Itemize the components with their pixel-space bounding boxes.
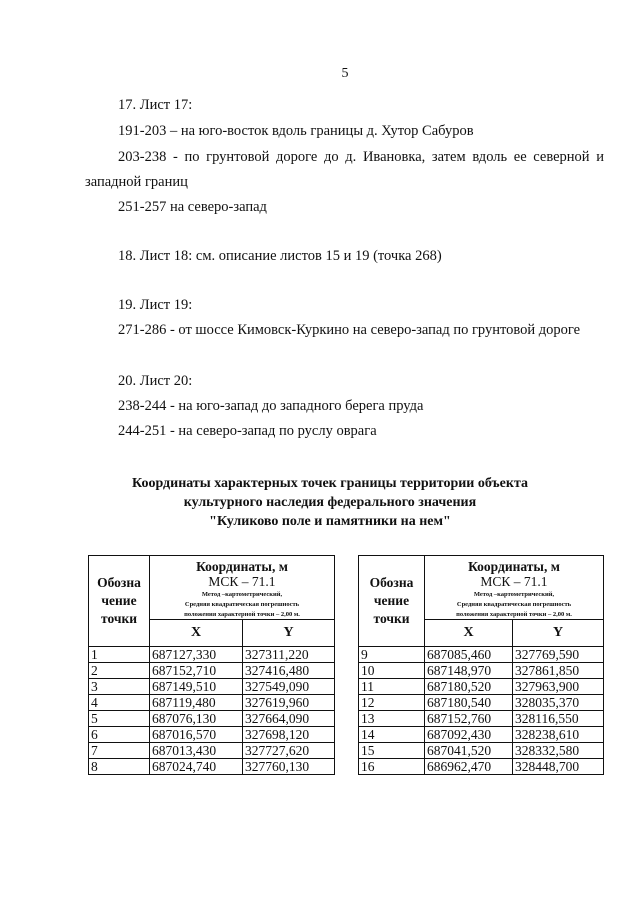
- y-value: 327311,220: [243, 647, 335, 663]
- table-row: [359, 759, 604, 775]
- table-row: [359, 663, 604, 679]
- table-title: [100, 474, 560, 531]
- table-row: [359, 711, 604, 727]
- y-value: 327549,090: [243, 679, 335, 695]
- y-value: 328035,370: [513, 695, 604, 711]
- x-value: 687148,970: [425, 663, 513, 679]
- section-line: западной границ: [85, 174, 188, 190]
- coords-error: Средняя квадратическая погрешность: [456, 601, 572, 608]
- point-label-header: Обозна чение точки: [359, 556, 425, 647]
- coords-title: Координаты, м: [468, 559, 560, 574]
- coordinates-table-left: [88, 555, 335, 775]
- y-value: 327963,900: [513, 679, 604, 695]
- table-row: [359, 695, 604, 711]
- y-value: 327760,130: [243, 759, 335, 775]
- point-number: 15: [359, 743, 425, 759]
- coords-position: положения характерной точки – 2,00 м.: [456, 611, 572, 618]
- point-number: 16: [359, 759, 425, 775]
- y-value: 328116,550: [513, 711, 604, 727]
- x-value: 687180,540: [425, 695, 513, 711]
- x-value: 687041,520: [425, 743, 513, 759]
- table-row: [89, 679, 335, 695]
- x-value: 687149,510: [150, 679, 243, 695]
- page-number: 5: [341, 66, 349, 81]
- table-row: [359, 743, 604, 759]
- x-value: 687152,710: [150, 663, 243, 679]
- table-row: [359, 679, 604, 695]
- x-value: 687180,520: [425, 679, 513, 695]
- x-value: 687024,740: [150, 759, 243, 775]
- table-row: [359, 727, 604, 743]
- point-number: 14: [359, 727, 425, 743]
- coords-error: Средняя квадратическая погрешность: [184, 601, 300, 608]
- x-value: 687085,460: [425, 647, 513, 663]
- title-line: Координаты характерных точек границы территории объекта: [131, 476, 529, 491]
- x-value: 687076,130: [150, 711, 243, 727]
- x-value: 686962,470: [425, 759, 513, 775]
- coordinates-table-right: [358, 555, 604, 775]
- point-number: 9: [359, 647, 425, 663]
- x-header: X: [425, 620, 513, 647]
- point-number: 10: [359, 663, 425, 679]
- point-number: 8: [89, 759, 150, 775]
- y-header: Y: [243, 620, 335, 647]
- point-number: 4: [89, 695, 150, 711]
- y-value: 328448,700: [513, 759, 604, 775]
- table-row: [89, 743, 335, 759]
- point-label-header: Обозна чение точки: [89, 556, 150, 647]
- title-line: культурного наследия федерального значения: [183, 495, 477, 510]
- y-value: 327664,090: [243, 711, 335, 727]
- section-line: 244-251 - на северо-запад по руслу оврага: [118, 423, 377, 439]
- coords-position: положения характерной точки – 2,00 м.: [184, 611, 300, 618]
- point-number: 3: [89, 679, 150, 695]
- x-value: 687013,430: [150, 743, 243, 759]
- x-value: 687119,480: [150, 695, 243, 711]
- section-line: 251-257 на северо-запад: [118, 199, 267, 215]
- x-value: 687152,760: [425, 711, 513, 727]
- y-value: 327727,620: [243, 743, 335, 759]
- y-value: 327769,590: [513, 647, 604, 663]
- section-line: 203-238 - по грунтовой дороге до д. Ивановка, затем вдоль ее северной и: [118, 149, 604, 165]
- coords-system: МСК – 71.1: [208, 574, 276, 589]
- x-header: X: [150, 620, 243, 647]
- point-number: 6: [89, 727, 150, 743]
- coords-system: МСК – 71.1: [480, 574, 548, 589]
- y-value: 328238,610: [513, 727, 604, 743]
- y-value: 328332,580: [513, 743, 604, 759]
- point-number: 12: [359, 695, 425, 711]
- y-value: 327698,120: [243, 727, 335, 743]
- point-number: 11: [359, 679, 425, 695]
- coordinates-header: [150, 556, 335, 620]
- section-heading: 18. Лист 18: см. описание листов 15 и 19 (точка 268): [118, 248, 442, 264]
- point-number: 13: [359, 711, 425, 727]
- coords-method: Метод –картометрический,: [473, 591, 555, 598]
- x-value: 687127,330: [150, 647, 243, 663]
- coordinates-header: [425, 556, 604, 620]
- table-row: [89, 711, 335, 727]
- point-number: 5: [89, 711, 150, 727]
- point-number: 7: [89, 743, 150, 759]
- section-heading: 17. Лист 17:: [118, 97, 193, 113]
- title-line: "Куликово поле и памятники на нем": [209, 514, 451, 529]
- x-value: 687016,570: [150, 727, 243, 743]
- point-number: 2: [89, 663, 150, 679]
- y-value: 327861,850: [513, 663, 604, 679]
- y-value: 327416,480: [243, 663, 335, 679]
- y-header: Y: [513, 620, 604, 647]
- section-line: 191-203 – на юго-восток вдоль границы д. Хутор Сабуров: [118, 123, 474, 139]
- coords-method: Метод –картометрический,: [201, 591, 283, 598]
- section-line: 238-244 - на юго-запад до западного берега пруда: [118, 398, 424, 414]
- table-row: [89, 647, 335, 663]
- point-number: 1: [89, 647, 150, 663]
- section-line: 271-286 - от шоссе Кимовск-Куркино на северо-запад по грунтовой дороге: [118, 322, 581, 338]
- section-heading: 20. Лист 20:: [118, 373, 193, 389]
- table-row: [89, 727, 335, 743]
- section-heading: 19. Лист 19:: [118, 297, 193, 313]
- x-value: 687092,430: [425, 727, 513, 743]
- table-row: [89, 663, 335, 679]
- table-row: [89, 695, 335, 711]
- y-value: 327619,960: [243, 695, 335, 711]
- table-row: [89, 759, 335, 775]
- table-row: [359, 647, 604, 663]
- coords-title: Координаты, м: [196, 559, 288, 574]
